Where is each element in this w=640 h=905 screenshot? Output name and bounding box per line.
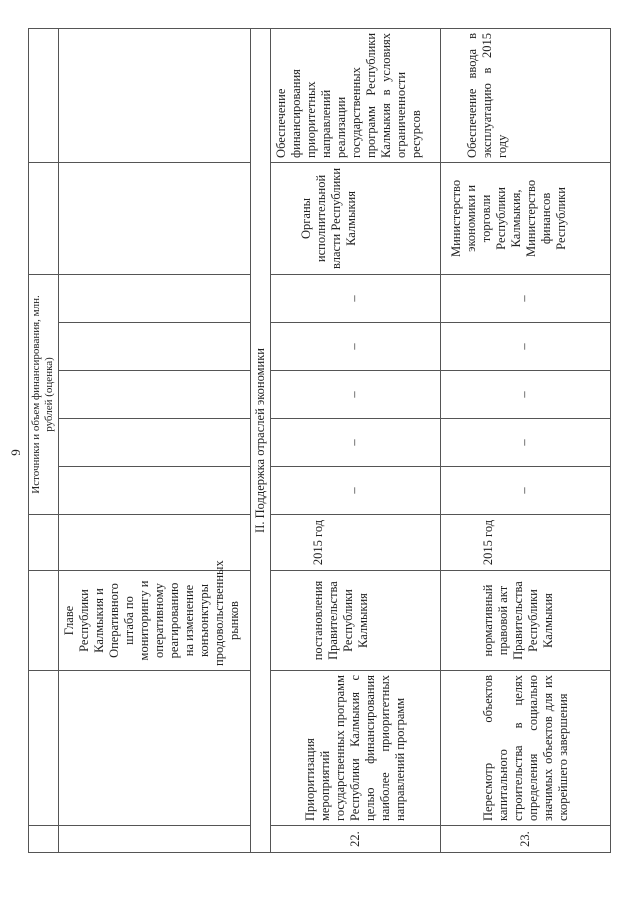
section-row [251,28,271,852]
result-cell: Обеспечение ввода в эксплуатацию в 2015 году [441,28,611,162]
cell [59,162,251,274]
measure-cell: Приоритизация мероприятий государственных программ Республики Калмыкия с целью финансирования наиболее приоритетных направлений программ [271,671,441,826]
row-number: 22. [271,826,441,853]
header-cell [29,826,59,853]
funding-cell: – [271,323,441,371]
document-cell: постановления Правительства Республики Калмыкия [271,571,441,671]
header-cell [29,671,59,826]
header-row [29,28,59,852]
measure-cell: Пересмотр объектов капитального строительства в целях определения социально значимых объектов для их скорейшего завершения [441,671,611,826]
funding-cell: – [271,274,441,322]
responsible-cell: Министерство экономики и торговли Республики Калмыкия, Министерство финансов Республики [441,162,611,274]
funding-cell: – [441,323,611,371]
header-cell [29,28,59,162]
cell [59,274,251,322]
table-row [271,28,441,852]
header-cell [29,515,59,571]
executor-cell: Главе Республики Калмыкия и Оперативного штаба по мониторингу и оперативному реагированию на изменение конъюнктуры продовольственных рынков [59,571,251,671]
result-cell: Обеспечение финансирования приоритетных направлений реализации государственных программ Республики Калмыкия в условиях ограниченности ресурсов [271,28,441,162]
cell [59,28,251,162]
document-cell: нормативный правовой акт Правительства Республики Калмыкия [441,571,611,671]
measures-table [28,28,611,853]
row-number: 23. [441,826,611,853]
cell [59,323,251,371]
funding-cell: – [271,419,441,467]
funding-header: Источники и объем финансирования, млн. рублей (оценка) [29,274,59,514]
section-title: II. Поддержка отраслей экономики [251,28,271,852]
page-number: 9 [8,449,23,456]
funding-cell: – [441,467,611,515]
continuation-row [59,28,251,852]
header-cell [29,162,59,274]
header-cell [29,571,59,671]
term-cell: 2015 год [271,515,441,571]
funding-cell: – [271,371,441,419]
funding-cell: – [271,467,441,515]
cell [59,826,251,853]
cell [59,419,251,467]
cell [59,467,251,515]
term-cell: 2015 год [441,515,611,571]
funding-cell: – [441,274,611,322]
responsible-cell: Органы исполнительной власти Республики Калмыкия [271,162,441,274]
funding-cell: – [441,371,611,419]
funding-cell: – [441,419,611,467]
cell [59,671,251,826]
table-row [441,28,611,852]
cell [59,371,251,419]
